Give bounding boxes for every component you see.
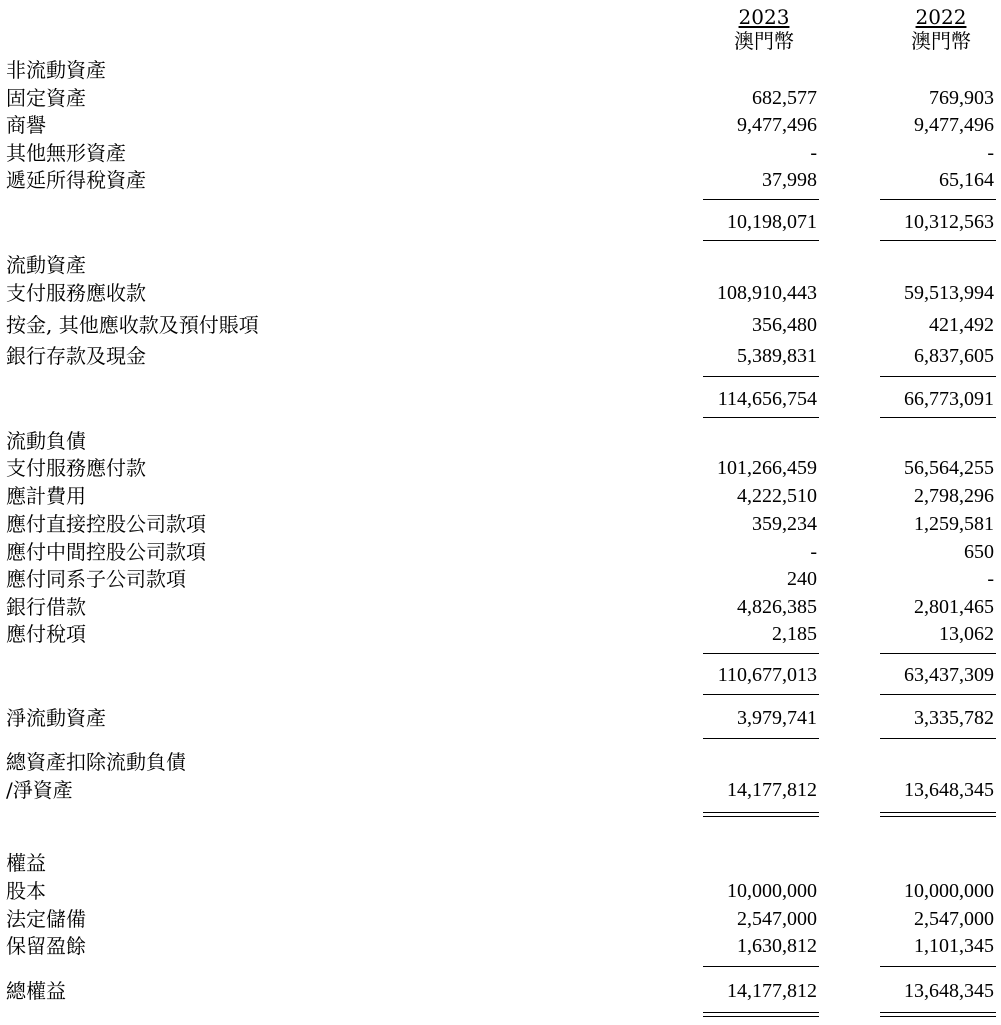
table-row — [0, 933, 1001, 959]
table-row — [0, 539, 1001, 565]
table-row — [0, 906, 1001, 932]
column-header-2022 — [891, 5, 991, 53]
value-2022: 13,648,345 — [904, 980, 994, 1002]
subtotal-rule — [880, 653, 996, 654]
column-header-2023 — [714, 5, 814, 53]
value-2023: 37,998 — [762, 169, 817, 191]
table-row — [0, 777, 1001, 803]
table-row — [0, 312, 1001, 338]
value-2023: 108,910,443 — [717, 282, 817, 304]
value-2022: 56,564,255 — [904, 457, 994, 479]
row-label: 應付直接控股公司款項 — [6, 512, 206, 536]
value-2023: 9,477,496 — [737, 114, 817, 136]
column-year: 2023 — [738, 5, 790, 29]
table-row — [0, 455, 1001, 481]
row-label: 股本 — [6, 879, 46, 903]
table-row — [0, 511, 1001, 537]
table-row — [0, 343, 1001, 369]
total-row — [0, 978, 1001, 1004]
value-2022: 421,492 — [929, 314, 994, 336]
row-label: 應付稅項 — [6, 622, 86, 646]
value-2023: 3,979,741 — [737, 707, 817, 729]
value-2022: 6,837,605 — [914, 345, 994, 367]
row-label: 銀行借款 — [6, 595, 86, 619]
value-2022: 13,062 — [939, 623, 994, 645]
row-label: 其他無形資產 — [6, 141, 126, 165]
row-label: 流動資產 — [6, 253, 86, 277]
subtotal-rule — [703, 694, 819, 695]
value-2022: 2,547,000 — [914, 908, 994, 930]
subtotal-rule — [880, 738, 996, 739]
value-2022: 650 — [964, 541, 994, 563]
row-label: 總資產扣除流動負債 — [6, 750, 186, 774]
value-2022: 2,801,465 — [914, 596, 994, 618]
subtotal-rule — [703, 199, 819, 200]
subtotal-rule — [880, 376, 996, 377]
row-label: 遞延所得稅資產 — [6, 168, 146, 192]
value-2023: 2,185 — [772, 623, 817, 645]
section-heading — [0, 252, 1001, 278]
subtotal-rule — [880, 966, 996, 967]
value-2022: 10,000,000 — [904, 880, 994, 902]
value-2023: 359,234 — [752, 513, 817, 535]
subtotal-rule — [703, 653, 819, 654]
value-2022: 1,101,345 — [914, 935, 994, 957]
value-2023: 682,577 — [752, 87, 817, 109]
subtotal-row — [0, 209, 1001, 235]
subtotal-rule — [703, 966, 819, 967]
row-label: 應付同系子公司款項 — [6, 567, 186, 591]
value-2022: 63,437,309 — [904, 664, 994, 686]
row-label: 銀行存款及現金 — [6, 344, 146, 368]
subtotal-rule — [880, 199, 996, 200]
subtotal-row — [0, 386, 1001, 412]
value-2023: 240 — [787, 568, 817, 590]
value-2023: 4,826,385 — [737, 596, 817, 618]
row-label: 商譽 — [6, 113, 46, 137]
value-2023: 1,630,812 — [737, 935, 817, 957]
table-row — [0, 85, 1001, 111]
section-heading — [0, 428, 1001, 454]
row-label: 固定資產 — [6, 86, 86, 110]
total-double-rule — [703, 1012, 819, 1017]
subtotal-rule — [880, 694, 996, 695]
value-2022: 66,773,091 — [904, 388, 994, 410]
total-double-rule — [703, 812, 819, 817]
value-2023: 10,198,071 — [727, 211, 817, 233]
total-double-rule — [880, 1012, 996, 1017]
value-2023: 4,222,510 — [737, 485, 817, 507]
value-2023: 2,547,000 — [737, 908, 817, 930]
table-row — [0, 594, 1001, 620]
row-label: 非流動資產 — [6, 58, 106, 82]
value-2022: 9,477,496 — [914, 114, 994, 136]
value-2022: 65,164 — [939, 169, 994, 191]
value-2023: 114,656,754 — [717, 388, 817, 410]
row-label: 按金, 其他應收款及預付賬項 — [6, 313, 259, 337]
row-label: 流動負債 — [6, 429, 86, 453]
value-2023: 14,177,812 — [727, 779, 817, 801]
value-2022: 3,335,782 — [914, 707, 994, 729]
value-2022: - — [987, 142, 994, 164]
row-label: 應計費用 — [6, 484, 86, 508]
table-row — [0, 878, 1001, 904]
value-2022: - — [987, 568, 994, 590]
column-currency: 澳門幣 — [911, 29, 971, 53]
subtotal-rule — [703, 738, 819, 739]
section-heading — [0, 57, 1001, 83]
value-2022: 769,903 — [929, 87, 994, 109]
value-2023: 101,266,459 — [717, 457, 817, 479]
row-label: 支付服務應收款 — [6, 281, 146, 305]
value-2022: 13,648,345 — [904, 779, 994, 801]
value-2023: 5,389,831 — [737, 345, 817, 367]
value-2022: 10,312,563 — [904, 211, 994, 233]
value-2022: 2,798,296 — [914, 485, 994, 507]
value-2022: 1,259,581 — [914, 513, 994, 535]
value-2023: - — [810, 541, 817, 563]
table-row — [0, 140, 1001, 166]
row-label: 應付中間控股公司款項 — [6, 540, 206, 564]
subtotal-rule — [880, 240, 996, 241]
value-2023: 356,480 — [752, 314, 817, 336]
table-row — [0, 566, 1001, 592]
total-double-rule — [880, 812, 996, 817]
column-year: 2022 — [915, 5, 967, 29]
subtotal-row — [0, 662, 1001, 688]
value-2023: - — [810, 142, 817, 164]
row-label: 總權益 — [6, 979, 66, 1003]
table-row — [0, 483, 1001, 509]
section-heading — [0, 749, 1001, 775]
section-heading — [0, 850, 1001, 876]
row-label: 保留盈餘 — [6, 934, 86, 958]
table-row — [0, 280, 1001, 306]
subtotal-rule — [703, 240, 819, 241]
table-row — [0, 167, 1001, 193]
column-currency: 澳門幣 — [734, 29, 794, 53]
value-2022: 59,513,994 — [904, 282, 994, 304]
row-label: /淨資產 — [6, 778, 73, 802]
row-label: 法定儲備 — [6, 907, 86, 931]
table-row — [0, 705, 1001, 731]
table-row — [0, 112, 1001, 138]
subtotal-rule — [703, 417, 819, 418]
value-2023: 14,177,812 — [727, 980, 817, 1002]
row-label: 支付服務應付款 — [6, 456, 146, 480]
value-2023: 10,000,000 — [727, 880, 817, 902]
subtotal-rule — [880, 417, 996, 418]
subtotal-rule — [703, 376, 819, 377]
row-label: 權益 — [6, 851, 46, 875]
value-2023: 110,677,013 — [717, 664, 817, 686]
table-row — [0, 621, 1001, 647]
row-label: 淨流動資產 — [6, 706, 106, 730]
